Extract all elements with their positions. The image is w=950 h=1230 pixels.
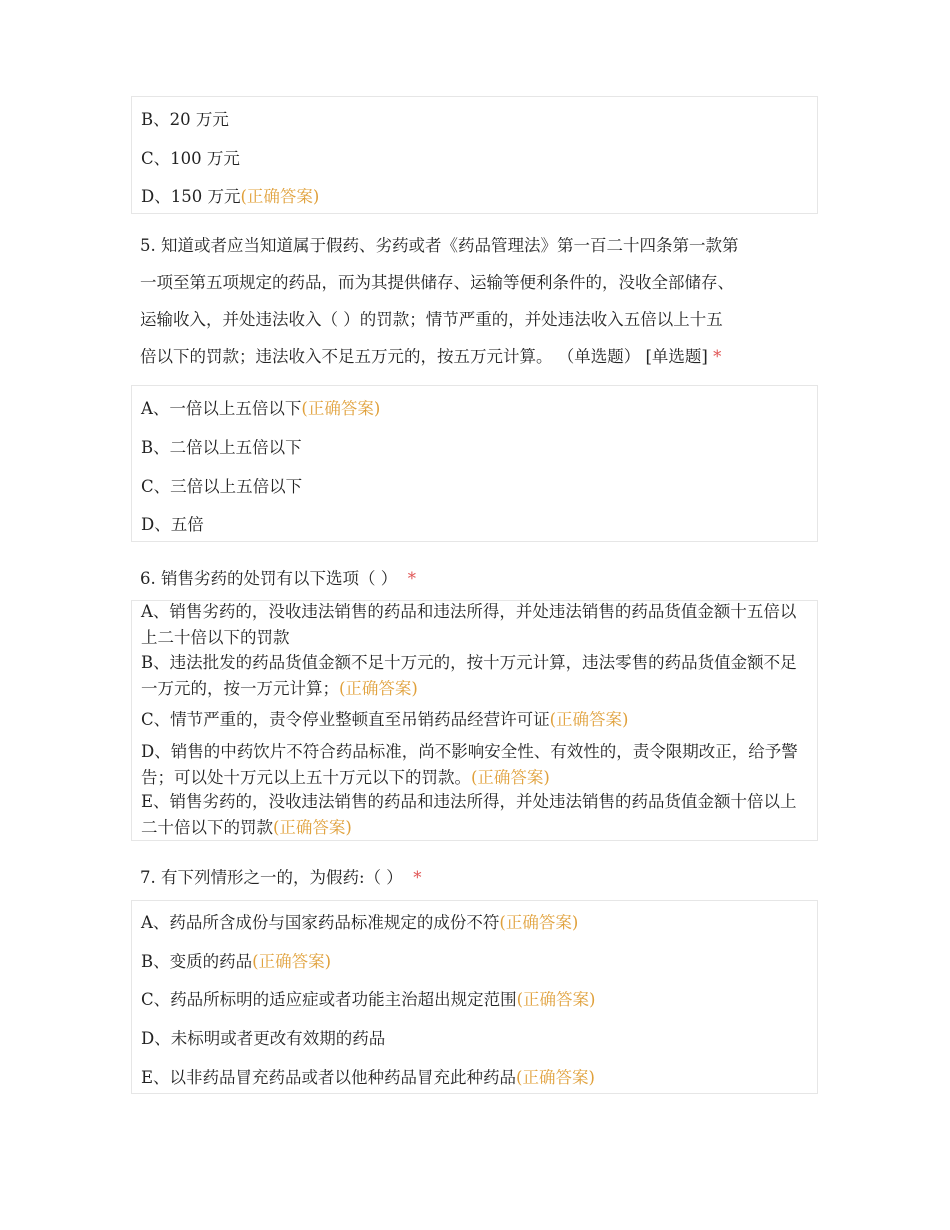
- required-mark: *: [413, 868, 422, 887]
- required-mark: *: [407, 569, 416, 588]
- q5-option-c: C、三倍以上五倍以下: [141, 477, 303, 496]
- q5-title: [140, 227, 820, 375]
- q7-option-e: E、以非药品冒充药品或者以他种药品冒充此种药品(正确答案): [141, 1068, 595, 1087]
- correct-answer-tag: (正确答案): [471, 768, 550, 787]
- q6-options-box: [131, 600, 818, 841]
- q4-options-box: [131, 96, 818, 214]
- q5-line: 5. 知道或者应当知道属于假药、劣药或者《药品管理法》第一百二十四条第一款第: [140, 236, 739, 255]
- q7-option-d: D、未标明或者更改有效期的药品: [141, 1029, 386, 1048]
- q6-option-d: D、销售的中药饮片不符合药品标准，尚不影响安全性、有效性的，责令限期改正，给予警告；可以处十万元以上五十万元以下的罚款。(正确答案): [141, 742, 798, 787]
- q5-options-box: [131, 385, 818, 542]
- required-mark: *: [713, 347, 722, 366]
- correct-answer-tag: (正确答案): [516, 990, 596, 1009]
- q5-line: 运输收入，并处违法收入（ ）的罚款；情节严重的，并处违法收入五倍以上十五: [140, 310, 723, 329]
- correct-answer-tag: (正确答案): [549, 710, 629, 729]
- q6-option-a: A、销售劣药的，没收违法销售的药品和违法所得，并处违法销售的药品货值金额十五倍以上二十倍以下的罚款: [141, 602, 797, 647]
- correct-answer-tag: (正确答案): [301, 399, 381, 418]
- q7-option-a: A、药品所含成份与国家药品标准规定的成份不符(正确答案): [141, 913, 579, 932]
- q5-line: 倍以下的罚款；违法收入不足五万元的，按五万元计算。 （单选题） [单选题] *: [140, 347, 722, 366]
- q6-option-b: B、违法批发的药品货值金额不足十万元的，按十万元计算，违法零售的药品货值金额不足一万元的，按一万元计算；(正确答案): [141, 653, 797, 698]
- q7-option-c: C、药品所标明的适应症或者功能主治超出规定范围(正确答案): [141, 990, 596, 1009]
- q7-options-box: [131, 900, 818, 1094]
- q5-option-b: B、二倍以上五倍以下: [141, 438, 302, 457]
- q6-option-c: C、情节严重的，责令停业整顿直至吊销药品经营许可证(正确答案): [141, 710, 629, 729]
- correct-answer-tag: (正确答案): [273, 818, 352, 837]
- q5-line: 一项至第五项规定的药品，而为其提供储存、运输等便利条件的，没收全部储存、: [140, 273, 734, 292]
- correct-answer-tag: (正确答案): [339, 679, 418, 698]
- q6-option-e: E、销售劣药的，没收违法销售的药品和违法所得，并处违法销售的药品货值金额十倍以上二十倍以下的罚款(正确答案): [141, 792, 797, 837]
- correct-answer-tag: (正确答案): [516, 1068, 595, 1087]
- q4-option-d: D、150 万元(正确答案): [141, 187, 320, 206]
- q6-title: 6. 销售劣药的处罚有以下选项（ ） *: [140, 569, 416, 588]
- correct-answer-tag: (正确答案): [240, 187, 320, 206]
- q4-option-b: B、20 万元: [141, 110, 229, 129]
- q7-option-b: B、变质的药品(正确答案): [141, 952, 332, 971]
- correct-answer-tag: (正确答案): [499, 913, 579, 932]
- q7-title: 7. 有下列情形之一的，为假药:（ ） *: [140, 868, 422, 887]
- q5-option-a: A、一倍以上五倍以下(正确答案): [141, 399, 381, 418]
- correct-answer-tag: (正确答案): [252, 952, 332, 971]
- q5-option-d: D、五倍: [141, 515, 204, 534]
- q4-option-c: C、100 万元: [141, 149, 240, 168]
